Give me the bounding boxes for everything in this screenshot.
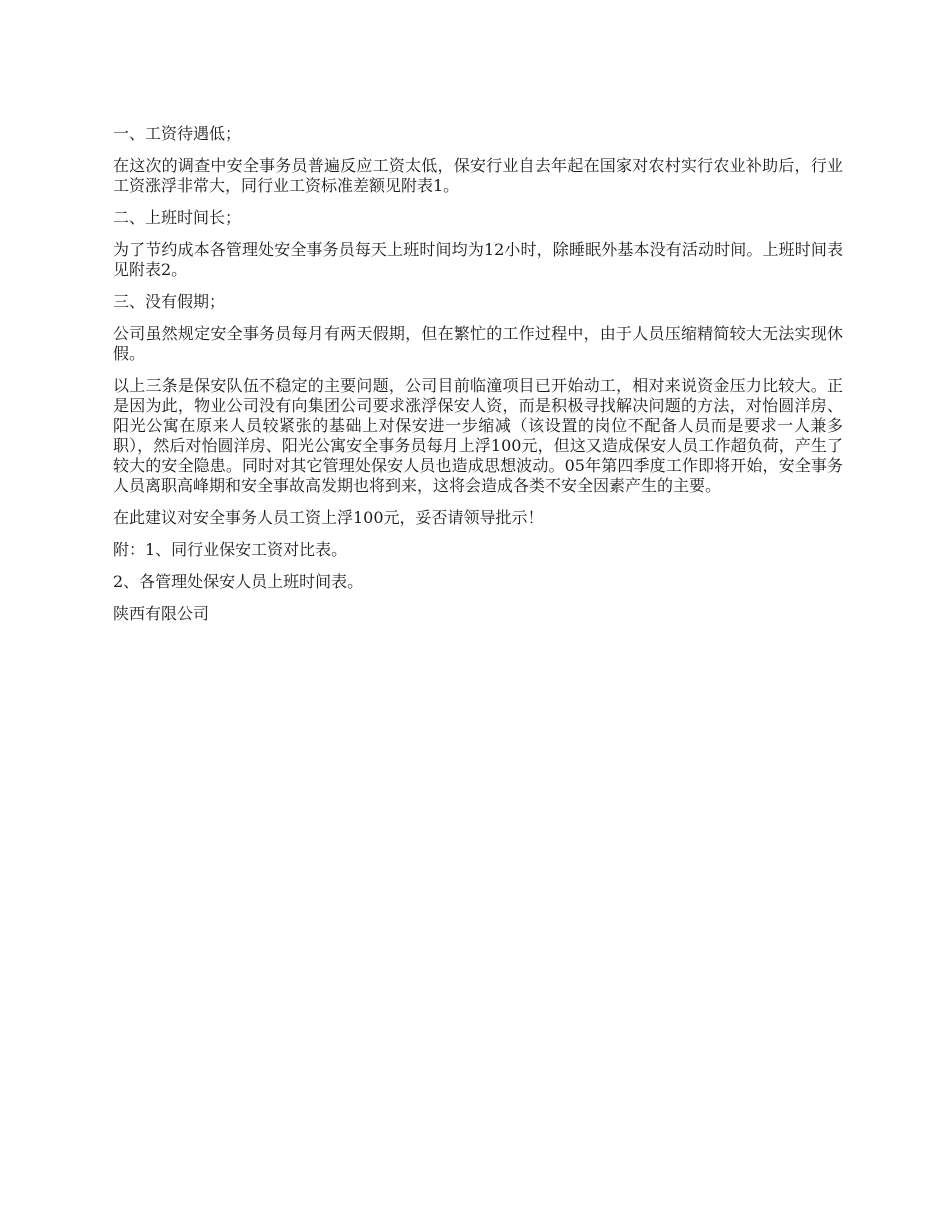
paragraph-proposal: 在此建议对安全事务人员工资上浮100元，妥否请领导批示！ xyxy=(113,508,544,527)
paragraph-summary: 以上三条是保安队伍不稳定的主要问题，公司目前临潼项目已开始动工，相对来说资金压力比较大。正是因为此，物业公司没有向集团公司要求涨浮保安人资，而是积极寻找解决问题的方法，对怡圆洋房、阳光公寓在原来人员较紧张的基础上对保安进一步缩减（该设置的岗位不配备人员而是要求一人兼多职），然后对怡圆洋房、阳光公寓安全事务员每月上浮100元，但这又造成保安人员工作超负荷，产生了较大的安全隐患。同时对其它管理处保安人员也造成思想波动。05年第四季度工作即将开始，安全事务人员离职高峰期和安全事故高发期也将到来，这将会造成各类不安全因素产生的主要。 xyxy=(113,376,843,495)
attachment-2: 2、各管理处保安人员上班时间表。 xyxy=(113,572,364,591)
attachment-1: 附：1、同行业保安工资对比表。 xyxy=(113,540,348,559)
paragraph-long-hours: 为了节约成本各管理处安全事务员每天上班时间均为12小时，除睡眠外基本没有活动时间。上班时间表见附表2。 xyxy=(113,240,843,279)
heading-long-hours: 二、上班时间长； xyxy=(113,208,242,227)
heading-no-holidays: 三、没有假期； xyxy=(113,292,226,311)
heading-low-wages: 一、工资待遇低； xyxy=(113,124,242,143)
signature-company: 陕西有限公司 xyxy=(113,604,210,623)
document-body xyxy=(113,124,843,636)
paragraph-no-holidays: 公司虽然规定安全事务员每月有两天假期，但在繁忙的工作过程中，由于人员压缩精简较大无法实现休假。 xyxy=(113,324,843,363)
paragraph-low-wages: 在这次的调查中安全事务员普遍反应工资太低，保安行业自去年起在国家对农村实行农业补助后，行业工资涨浮非常大，同行业工资标准差额见附表1。 xyxy=(113,156,843,195)
